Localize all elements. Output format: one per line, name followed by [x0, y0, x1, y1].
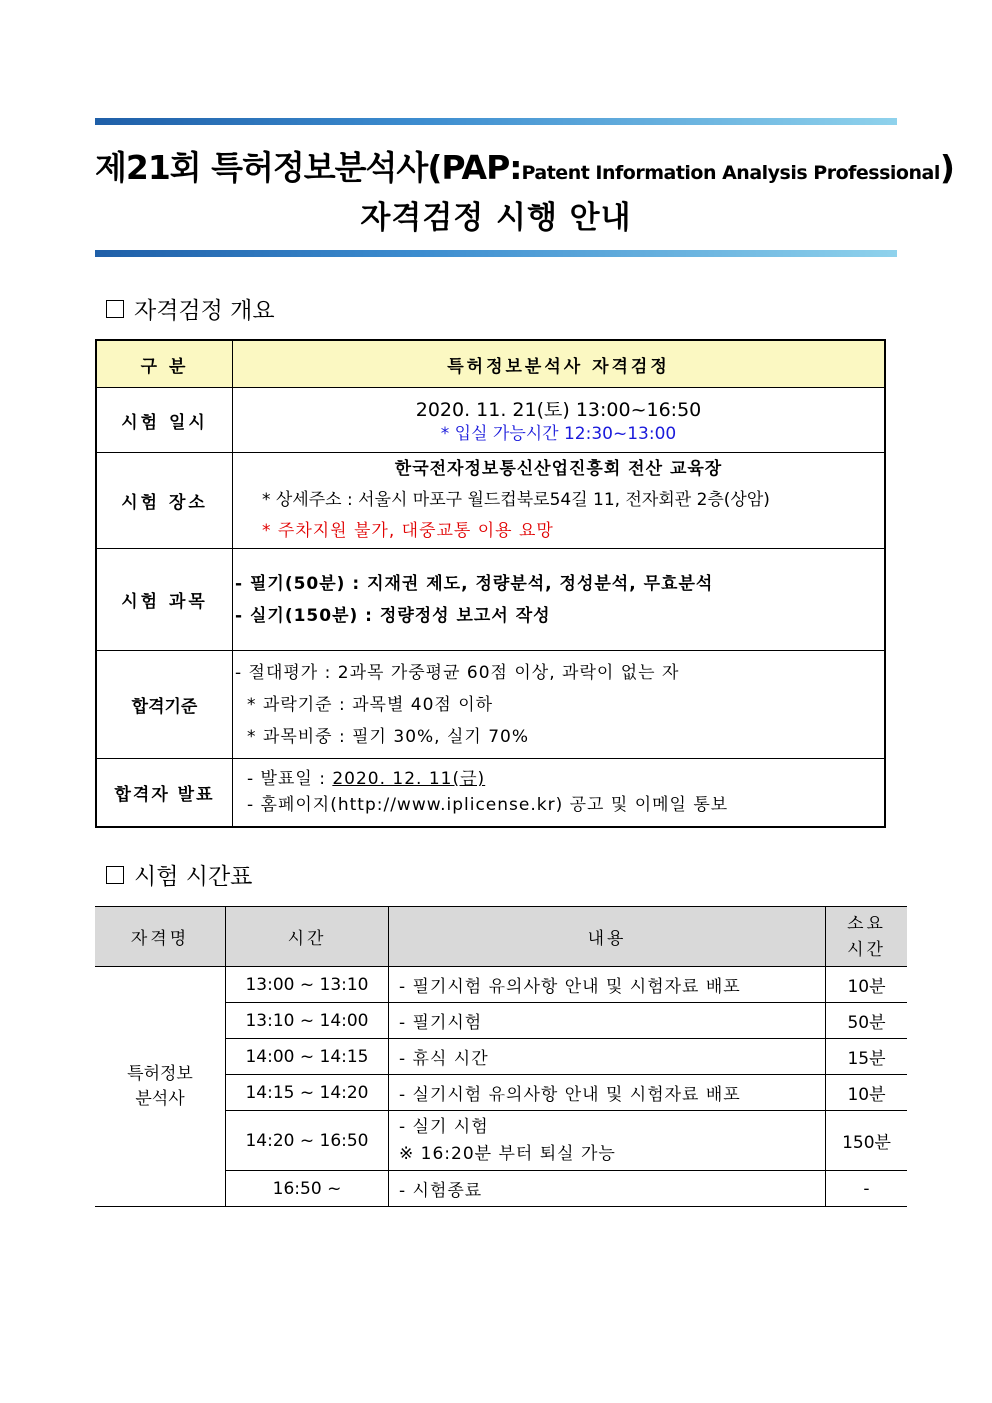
entry-time-note: * 입실 가능시간 12:30~13:00 [440, 423, 677, 444]
exam-datetime: 2020. 11. 21(토) 13:00~16:50 [415, 398, 702, 421]
row-content: - 필기시험 [389, 1003, 826, 1039]
row-label-date: 시험 일시 [96, 388, 233, 453]
title-top-bar [95, 118, 897, 125]
announce-web: - 홈페이지(http://www.iplicense.kr) 공고 및 이메일 통보 [247, 795, 729, 816]
row-time: 14:20 ~ 16:50 [226, 1111, 389, 1171]
overview-header-row [96, 340, 885, 388]
overview-row-subjects [96, 549, 885, 651]
row-content: - 시험종료 [389, 1171, 826, 1207]
overview-row-venue [96, 453, 885, 549]
row-duration: 15분 [826, 1039, 908, 1075]
overview-table [95, 339, 886, 828]
row-label-venue: 시험 장소 [96, 453, 233, 549]
row-content: - 실기 시험 ※ 16:20분 부터 퇴실 가능 [389, 1111, 826, 1171]
col-header-time: 시간 [226, 907, 389, 967]
title-bottom-bar [95, 250, 897, 257]
row-content: - 필기시험 유의사항 안내 및 시험자료 배포 [389, 967, 826, 1003]
overview-header-value: 특허정보분석사 자격검정 [233, 340, 886, 388]
announce-date: - 발표일 : 2020. 12. 11(금) [247, 769, 486, 790]
section-heading-schedule: 시험 시간표 [106, 858, 252, 891]
row-duration: 50분 [826, 1003, 908, 1039]
page-title-line2: 자격검정 시행 안내 [360, 200, 632, 236]
parking-note: * 주차지원 불가, 대중교통 이용 요망 [262, 521, 554, 541]
overview-row-announce [96, 759, 885, 827]
row-duration: 150분 [826, 1111, 908, 1171]
checkbox-square-icon [106, 300, 124, 318]
criteria-absolute: - 절대평가 : 2과목 가중평균 60점 이상, 과락이 없는 자 [235, 662, 680, 683]
col-header-qualification: 자격명 [95, 907, 226, 967]
row-time: 13:10 ~ 14:00 [226, 1003, 389, 1039]
row-label-subjects: 시험 과목 [96, 549, 233, 651]
checkbox-square-icon [106, 866, 124, 884]
section-heading-overview: 자격검정 개요 [106, 292, 275, 325]
criteria-weight: * 과목비중 : 필기 30%, 실기 70% [247, 726, 530, 747]
row-time: 14:00 ~ 14:15 [226, 1039, 389, 1075]
col-header-duration: 소요 시간 [826, 907, 908, 967]
col-header-content: 내용 [389, 907, 826, 967]
qualification-cell: 특허정보 분석사 [95, 967, 226, 1207]
overview-row-date [96, 388, 885, 453]
venue-address: * 상세주소 : 서울시 마포구 월드컵북로54길 11, 전자회관 2층(상암) [262, 490, 770, 510]
row-duration: 10분 [826, 1075, 908, 1111]
row-duration: 10분 [826, 967, 908, 1003]
row-content: - 휴식 시간 [389, 1039, 826, 1075]
subject-written: - 필기(50분) : 지재권 제도, 정량분석, 정성분석, 무효분석 [235, 573, 714, 594]
schedule-header-row [95, 907, 907, 967]
row-time: 13:00 ~ 13:10 [226, 967, 389, 1003]
overview-header-label: 구 분 [96, 340, 233, 388]
page-title-line1: 제21회 특허정보분석사(PAP:Patent Information Analysis Professional) [95, 148, 954, 187]
table-row [95, 967, 907, 1003]
overview-row-criteria [96, 651, 885, 759]
schedule-table [95, 906, 907, 1207]
row-content: - 실기시험 유의사항 안내 및 시험자료 배포 [389, 1075, 826, 1111]
row-time: 14:15 ~ 14:20 [226, 1075, 389, 1111]
subject-practical: - 실기(150분) : 정량정성 보고서 작성 [235, 605, 551, 626]
row-duration: - [826, 1171, 908, 1207]
row-label-announce: 합격자 발표 [96, 759, 233, 827]
row-time: 16:50 ~ [226, 1171, 389, 1207]
venue-name: 한국전자정보통신산업진흥회 전산 교육장 [394, 459, 723, 479]
criteria-fail: * 과락기준 : 과목별 40점 이하 [247, 694, 494, 715]
row-label-criteria: 합격기준 [96, 651, 233, 759]
